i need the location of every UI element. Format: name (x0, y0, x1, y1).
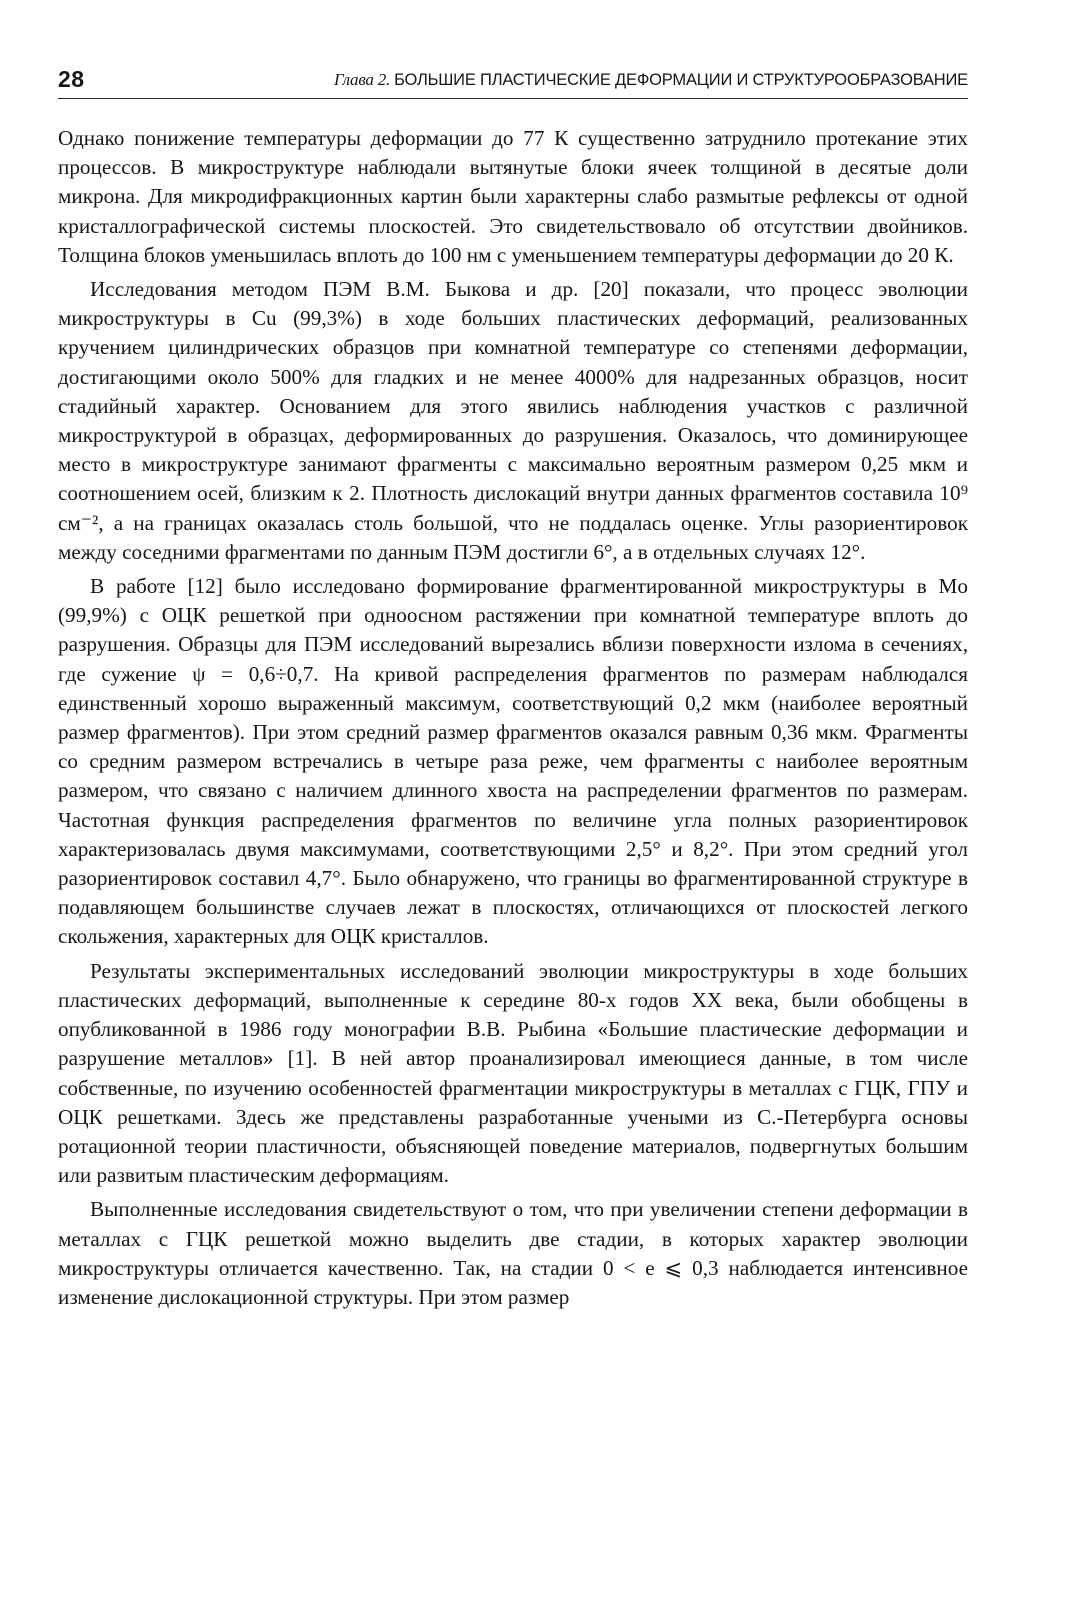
paragraph-2: Исследования методом ПЭМ В.М. Быкова и др. [20] показали, что процесс эволюции микроструктуры в Cu (99,3%) в ходе больших пластических деформаций, реализованных кручением цилиндрических образцов при комнатной температуре со степенями деформации, достигающими около 500% для гладких и не менее 4000% для надрезанных образцов, носит стадийный характер. Основанием для этого явились наблюдения участков с различной микроструктурой в образцах, деформированных до разрушения. Оказалось, что доминирующее место в микроструктуре занимают фрагменты с максимально вероятным размером 0,25 мкм и соотношением осей, близким к 2. Плотность дислокаций внутри данных фрагментов составила 10⁹ см⁻², а на границах оказалась столь большой, что не поддалась оценке. Углы разориентировок между соседними фрагментами по данным ПЭМ достигли 6°, а в отдельных случаях 12°. (58, 277, 968, 564)
body-text (58, 124, 968, 1312)
paragraph-4: Результаты экспериментальных исследований эволюции микроструктуры в ходе больших пластических деформаций, выполненные к середине 80-х годов XX века, были обобщены в опубликованной в 1986 году монографии В.В. Рыбина «Большие пластические деформации и разрушение металлов» [1]. В ней автор проанализировал имеющиеся данные, в том числе собственные, по изучению особенностей фрагментации микроструктуры в металлах с ГЦК, ГПУ и ОЦК решетками. Здесь же представлены разработанные учеными из С.-Петербурга основы ротационной теории пластичности, объясняющей поведение материалов, подвергнутых большим или развитым пластическим деформациям. (58, 958, 968, 1188)
book-page (58, 62, 968, 1317)
paragraph-3: В работе [12] было исследовано формирование фрагментированной микроструктуры в Mo (99,9%) с ОЦК решеткой при одноосном растяжении при комнатной температуре вплоть до разрушения. Образцы для ПЭМ исследований вырезались вблизи поверхности излома в сечениях, где сужение ψ = 0,6÷0,7. На кривой распределения фрагментов по размерам наблюдался единственный хорошо выраженный максимум, соответствующий 0,2 мкм (наиболее вероятный размер фрагментов). При этом средний размер фрагментов оказался равным 0,36 мкм. Фрагменты со средним размером встречались в четыре раза реже, чем фрагменты с наиболее вероятным размером, что связано с наличием длинного хвоста на распределении фрагментов по размерам. Частотная функция распределения фрагментов по величине угла полных разориентировок характеризовалась двумя максимумами, соответствующими 2,5° и 8,2°. При этом средний угол разориентировок составил 4,7°. Было обнаружено, что границы во фрагментированной структуре в подавляющем большинстве случаев лежат в плоскостях, отличающихся от плоскостей легкого скольжения, характерных для ОЦК кристаллов. (58, 574, 968, 949)
chapter-title (334, 70, 968, 90)
chapter-label: Глава 2. (334, 70, 391, 89)
chapter-title-text: БОЛЬШИЕ ПЛАСТИЧЕСКИЕ ДЕФОРМАЦИИ И СТРУКТУРООБРАЗОВАНИЕ (394, 71, 968, 89)
paragraph-5: Выполненные исследования свидетельствуют о том, что при увеличении степени деформации в металлах с ГЦК решеткой можно выделить две стадии, в которых характер эволюции микроструктуры отличается качественно. Так, на стадии 0 < e ⩽ 0,3 наблюдается интенсивное изменение дислокационной структуры. При этом размер (58, 1197, 968, 1309)
paragraph-1: Однако понижение температуры деформации до 77 К существенно затруднило протекание этих процессов. В микроструктуре наблюдали вытянутые блоки ячеек толщиной в десятые доли микрона. Для микродифракционных картин были характерны слабо размытые рефлексы от одной кристаллографической системы плоскостей. Это свидетельствовало об отсутствии двойников. Толщина блоков уменьшилась вплоть до 100 нм с уменьшением температуры деформации до 20 К. (58, 126, 968, 267)
page-number: 28 (58, 66, 85, 92)
running-header (58, 62, 968, 99)
